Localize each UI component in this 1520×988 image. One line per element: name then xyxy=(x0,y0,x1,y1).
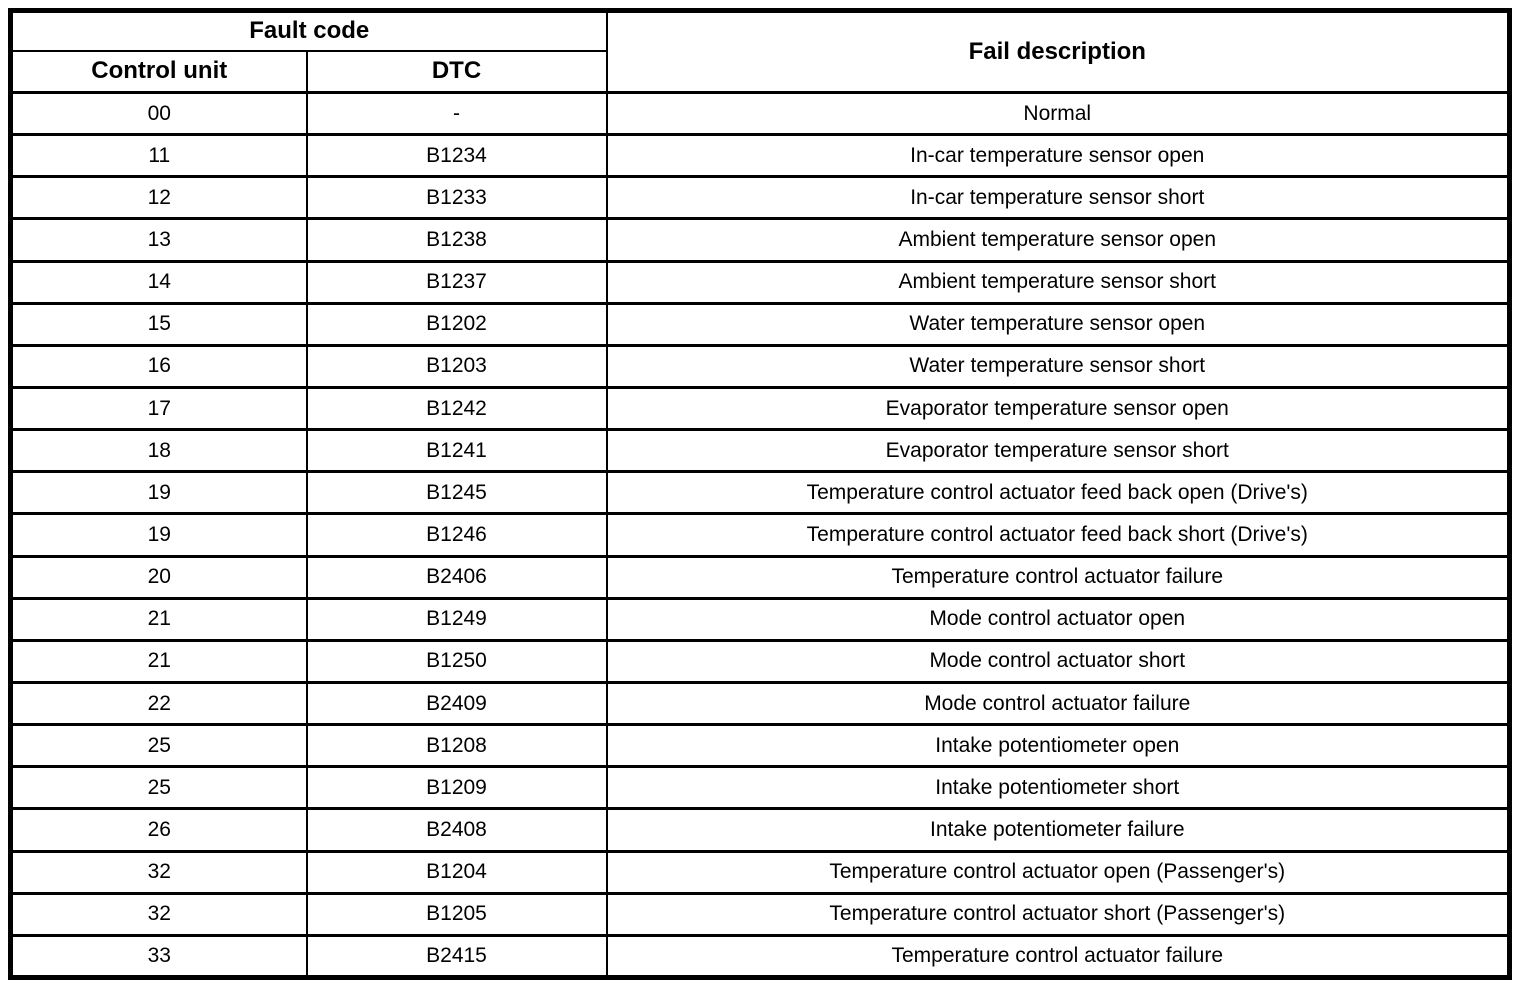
table-row xyxy=(11,598,1510,640)
fail-description-cell: Normal xyxy=(607,93,1510,135)
fail-description-cell: Evaporator temperature sensor open xyxy=(607,387,1510,429)
fail-description-cell: Mode control actuator open xyxy=(607,598,1510,640)
fail-description-cell: Intake potentiometer short xyxy=(607,767,1510,809)
dtc-cell: B2415 xyxy=(307,935,607,977)
dtc-cell: B2406 xyxy=(307,556,607,598)
fail-description-cell: Ambient temperature sensor short xyxy=(607,261,1510,303)
control-unit-cell: 26 xyxy=(11,809,307,851)
table-row xyxy=(11,893,1510,935)
fail-description-cell: Temperature control actuator open (Passenger's) xyxy=(607,851,1510,893)
fail-description-cell: Water temperature sensor open xyxy=(607,303,1510,345)
fail-description-cell: Evaporator temperature sensor short xyxy=(607,430,1510,472)
fail-description-cell: Mode control actuator short xyxy=(607,640,1510,682)
table-row xyxy=(11,514,1510,556)
dtc-cell: B1250 xyxy=(307,640,607,682)
dtc-cell: B1245 xyxy=(307,472,607,514)
dtc-cell: B1238 xyxy=(307,219,607,261)
control-unit-cell: 12 xyxy=(11,177,307,219)
control-unit-cell: 19 xyxy=(11,472,307,514)
fail-description-cell: Temperature control actuator failure xyxy=(607,935,1510,977)
control-unit-header: Control unit xyxy=(11,51,307,93)
control-unit-cell: 14 xyxy=(11,261,307,303)
table-row xyxy=(11,177,1510,219)
header-row-fault-code xyxy=(11,11,1510,51)
table-row xyxy=(11,345,1510,387)
table-row xyxy=(11,935,1510,977)
dtc-cell: B2408 xyxy=(307,809,607,851)
dtc-cell: B1204 xyxy=(307,851,607,893)
control-unit-cell: 20 xyxy=(11,556,307,598)
table-row xyxy=(11,767,1510,809)
dtc-cell: B1233 xyxy=(307,177,607,219)
control-unit-cell: 16 xyxy=(11,345,307,387)
control-unit-cell: 15 xyxy=(11,303,307,345)
dtc-cell: B1249 xyxy=(307,598,607,640)
table-row xyxy=(11,472,1510,514)
fail-description-cell: Temperature control actuator feed back short (Drive's) xyxy=(607,514,1510,556)
table-row xyxy=(11,682,1510,724)
table-row xyxy=(11,261,1510,303)
control-unit-cell: 11 xyxy=(11,135,307,177)
dtc-cell: B1246 xyxy=(307,514,607,556)
table-row xyxy=(11,303,1510,345)
control-unit-cell: 32 xyxy=(11,893,307,935)
control-unit-cell: 33 xyxy=(11,935,307,977)
dtc-cell: - xyxy=(307,93,607,135)
control-unit-cell: 00 xyxy=(11,93,307,135)
dtc-cell: B1242 xyxy=(307,387,607,429)
table-row xyxy=(11,430,1510,472)
dtc-cell: B1234 xyxy=(307,135,607,177)
control-unit-cell: 32 xyxy=(11,851,307,893)
table-row xyxy=(11,556,1510,598)
dtc-cell: B2409 xyxy=(307,682,607,724)
control-unit-cell: 21 xyxy=(11,640,307,682)
dtc-cell: B1208 xyxy=(307,725,607,767)
control-unit-cell: 19 xyxy=(11,514,307,556)
fail-description-header: Fail description xyxy=(607,11,1510,93)
fail-description-cell: Water temperature sensor short xyxy=(607,345,1510,387)
dtc-cell: B1209 xyxy=(307,767,607,809)
dtc-cell: B1203 xyxy=(307,345,607,387)
fault-code-header: Fault code xyxy=(11,11,607,51)
fail-description-cell: Ambient temperature sensor open xyxy=(607,219,1510,261)
table-row xyxy=(11,640,1510,682)
dtc-cell: B1241 xyxy=(307,430,607,472)
dtc-cell: B1205 xyxy=(307,893,607,935)
control-unit-cell: 22 xyxy=(11,682,307,724)
table-row xyxy=(11,135,1510,177)
fail-description-cell: Temperature control actuator feed back open (Drive's) xyxy=(607,472,1510,514)
fail-description-cell: In-car temperature sensor short xyxy=(607,177,1510,219)
control-unit-cell: 21 xyxy=(11,598,307,640)
fail-description-cell: Temperature control actuator short (Passenger's) xyxy=(607,893,1510,935)
table-row xyxy=(11,219,1510,261)
table-row xyxy=(11,387,1510,429)
dtc-cell: B1202 xyxy=(307,303,607,345)
control-unit-cell: 17 xyxy=(11,387,307,429)
dtc-cell: B1237 xyxy=(307,261,607,303)
control-unit-cell: 18 xyxy=(11,430,307,472)
dtc-header: DTC xyxy=(307,51,607,93)
fail-description-cell: In-car temperature sensor open xyxy=(607,135,1510,177)
fail-description-cell: Intake potentiometer failure xyxy=(607,809,1510,851)
table-row xyxy=(11,809,1510,851)
table-row xyxy=(11,725,1510,767)
table-row xyxy=(11,851,1510,893)
fail-description-cell: Mode control actuator failure xyxy=(607,682,1510,724)
control-unit-cell: 13 xyxy=(11,219,307,261)
fail-description-cell: Temperature control actuator failure xyxy=(607,556,1510,598)
control-unit-cell: 25 xyxy=(11,725,307,767)
fault-code-table xyxy=(8,8,1512,980)
fail-description-cell: Intake potentiometer open xyxy=(607,725,1510,767)
fault-table-body xyxy=(11,93,1510,978)
table-row xyxy=(11,93,1510,135)
control-unit-cell: 25 xyxy=(11,767,307,809)
